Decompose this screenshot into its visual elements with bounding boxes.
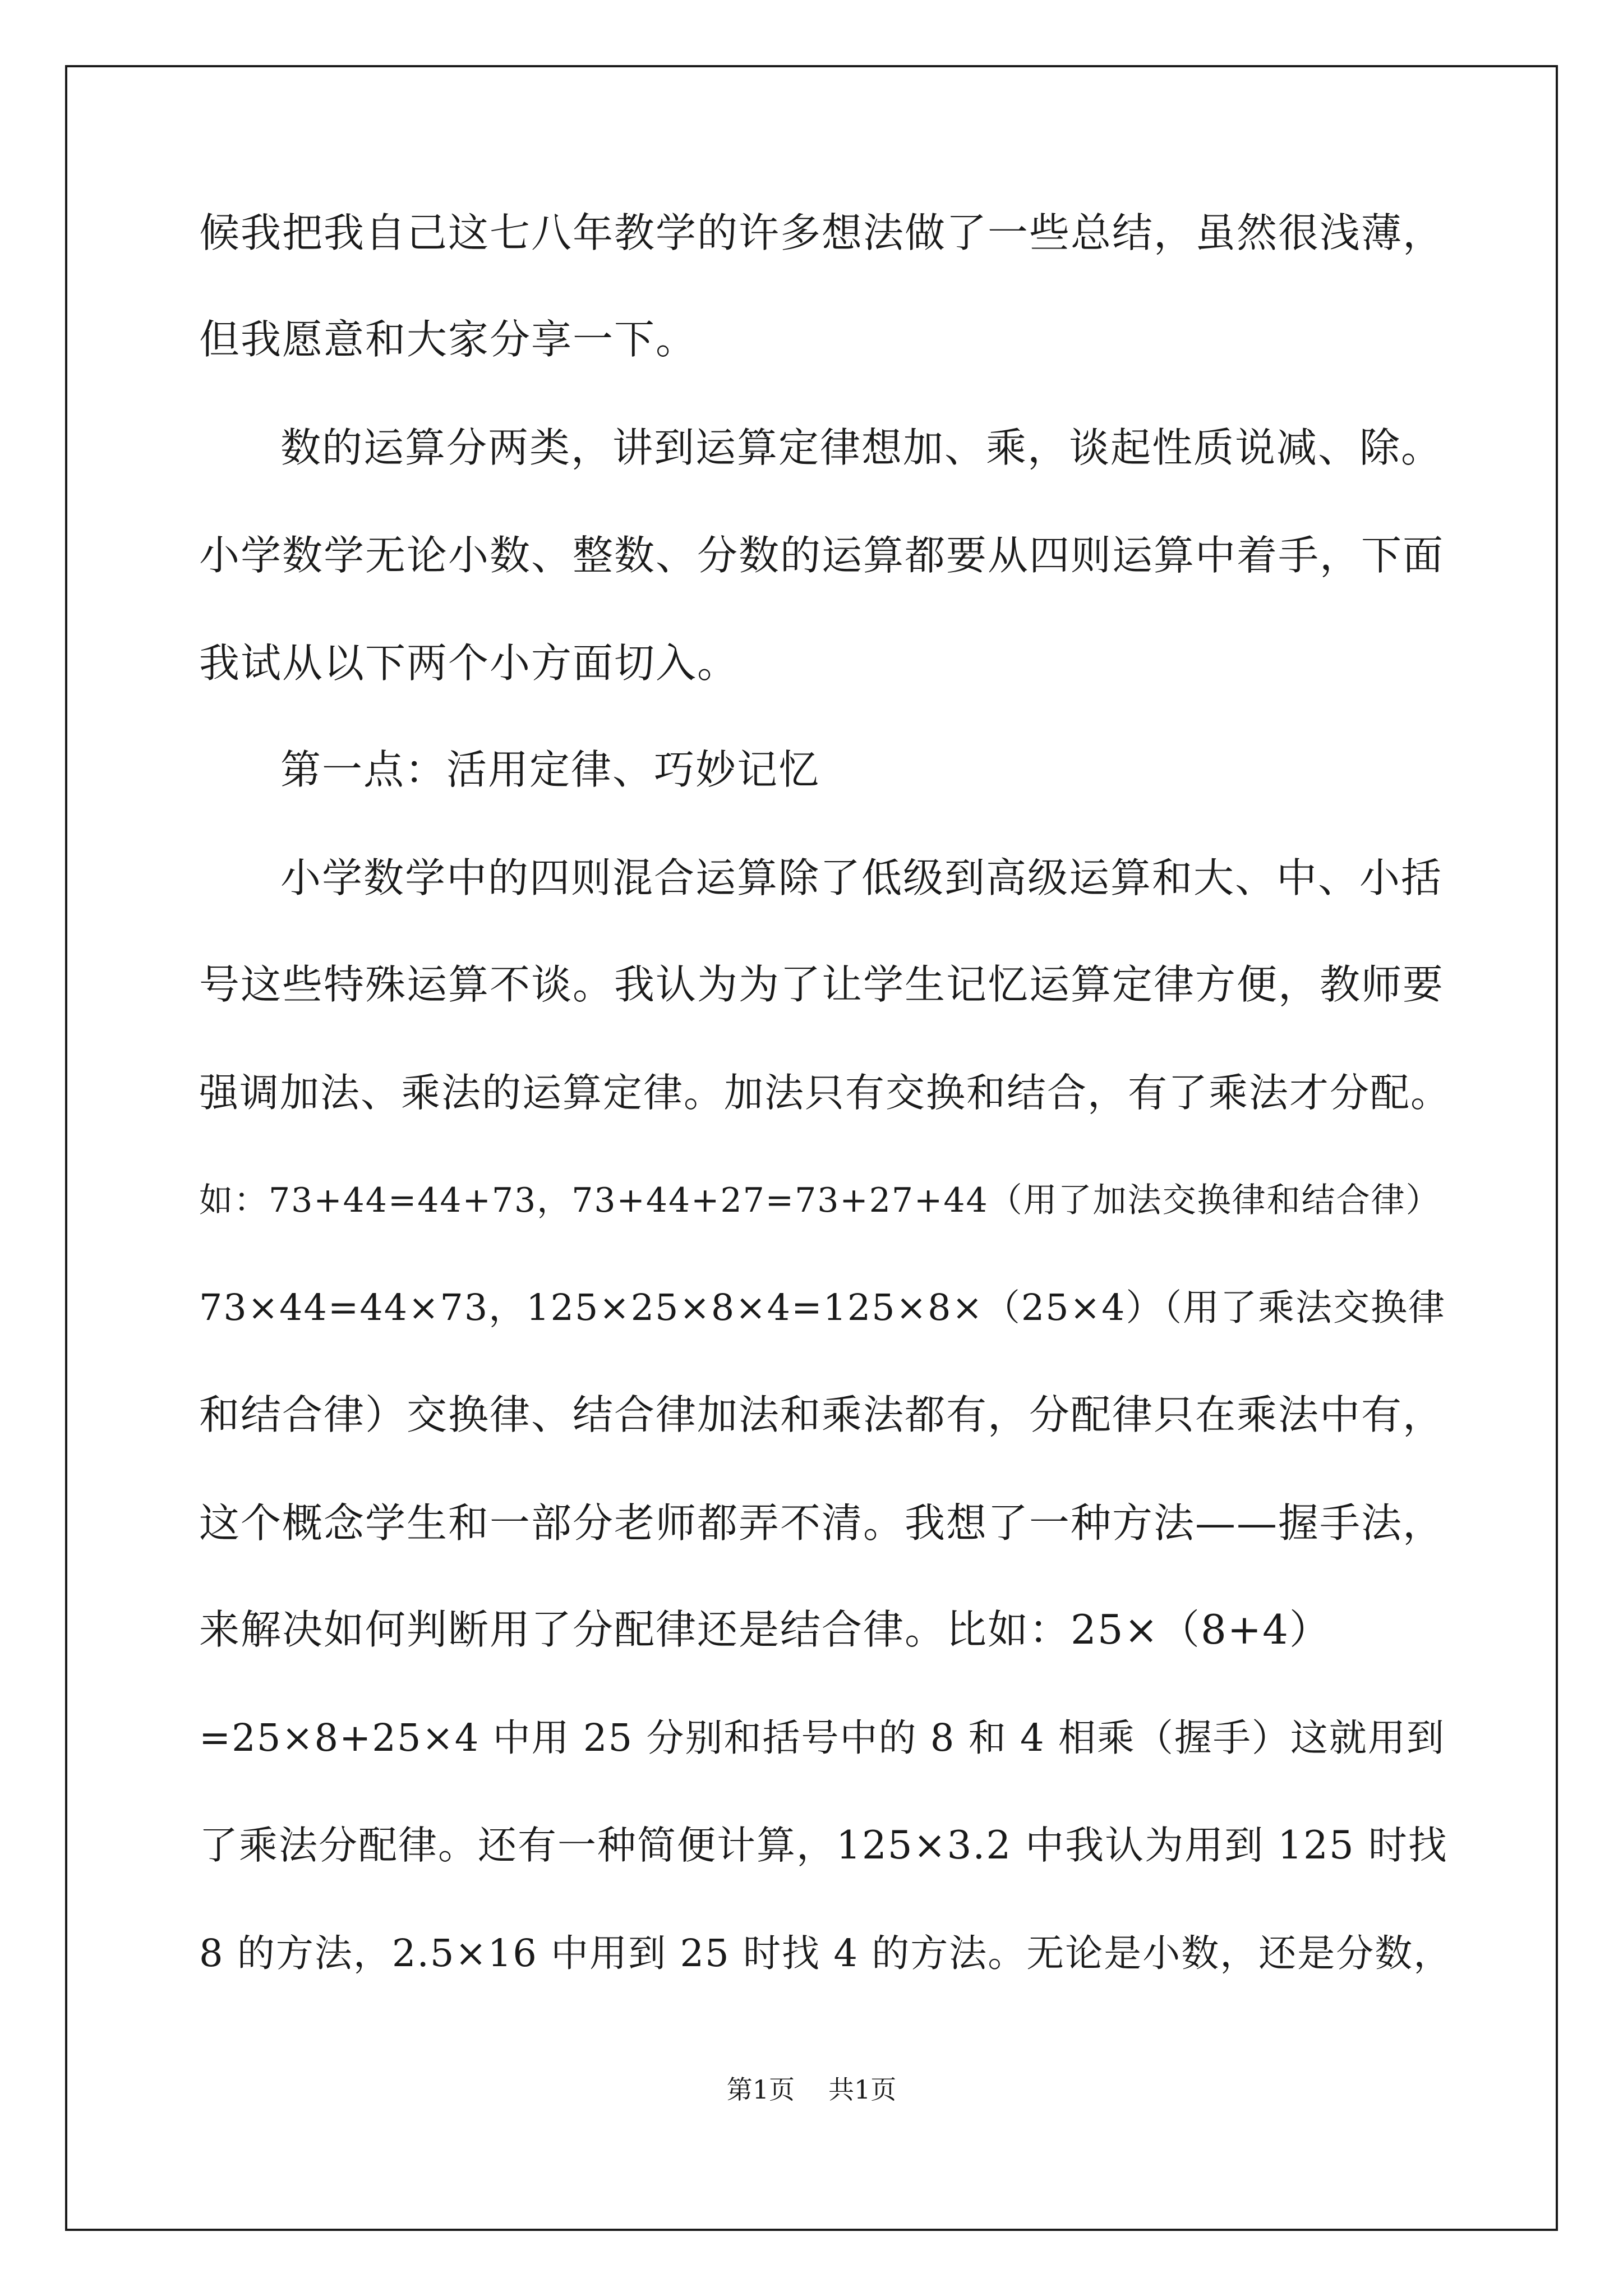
text-line: 我试从以下两个小方面切入。 <box>199 639 739 687</box>
page-border <box>65 65 1558 2231</box>
page-total: 共1页 <box>828 2074 897 2105</box>
section-heading: 第一点：活用定律、巧妙记忆 <box>280 746 820 793</box>
page-number: 第1页 <box>726 2074 795 2105</box>
text-line: 强调加法、乘法的运算定律。加法只有交换和结合，有了乘法才分配。 <box>199 1070 1451 1116</box>
text-line: 这个概念学生和一部分老师都弄不清。我想了一种方法——握手法， <box>199 1499 1445 1547</box>
paragraph-first-line: 小学数学中的四则混合运算除了低级到高级运算和大、中、小括 <box>280 854 1443 901</box>
text-line: 8 的方法，2.5×16 中用到 25 时找 4 的方法。无论是小数，还是分数， <box>199 1931 1453 1975</box>
text-line: 73×44=44×73，125×25×8×4=125×8×（25×4）（用了乘法交换律 <box>199 1287 1446 1329</box>
text-line: 小学数学无论小数、整数、分数的运算都要从四则运算中着手，下面 <box>199 532 1445 579</box>
text-line: 如：73+44=44+73，73+44+27=73+27+44（用了加法交换律和结合律） <box>199 1181 1441 1220</box>
text-line: 来解决如何判断用了分配律还是结合律。比如：25×（8+4） <box>199 1606 1331 1653</box>
text-line: 号这些特殊运算不谈。我认为为了让学生记忆运算定律方便，教师要 <box>199 961 1445 1008</box>
text-line: 候我把我自己这七八年教学的许多想法做了一些总结，虽然很浅薄， <box>199 209 1445 256</box>
paragraph-first-line: 数的运算分两类，讲到运算定律想加、乘，谈起性质说减、除。 <box>280 424 1443 471</box>
text-line: 和结合律）交换律、结合律加法和乘法都有，分配律只在乘法中有， <box>199 1391 1445 1438</box>
text-line: =25×8+25×4 中用 25 分别和括号中的 8 和 4 相乘（握手）这就用到 <box>199 1716 1445 1760</box>
text-line: 但我愿意和大家分享一下。 <box>199 316 698 363</box>
text-line: 了乘法分配律。还有一种简便计算，125×3.2 中我认为用到 125 时找 <box>199 1823 1448 1868</box>
page-footer <box>0 2073 1623 2106</box>
